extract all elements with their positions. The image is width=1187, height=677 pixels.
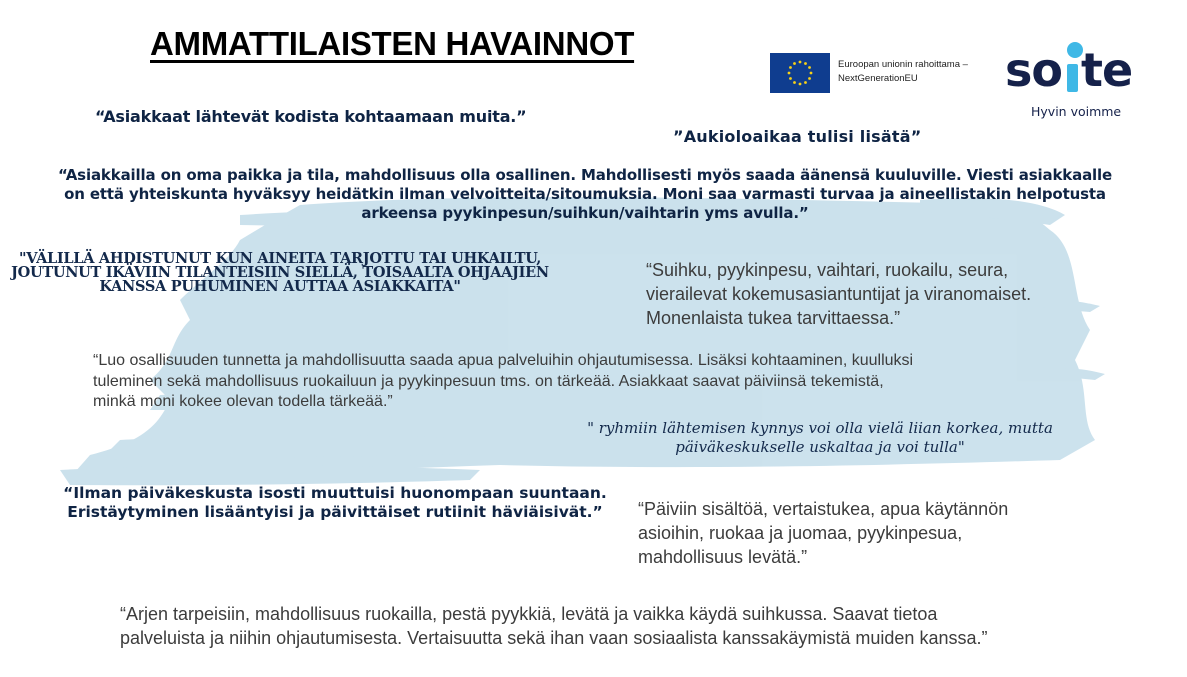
eu-funding-text [838, 58, 968, 86]
quote-line: Eristäytyminen lisääntyisi ja päivittäiset rutiinit häviäisivät.” [67, 503, 603, 521]
quote-clients-leave-home: “Asiakkaat lähtevät kodista kohtaamaan muita.” [95, 107, 527, 126]
eu-star [799, 61, 802, 64]
quote-own-place [40, 166, 1130, 223]
quote-line: mahdollisuus levätä.” [638, 547, 808, 567]
soite-wordmark-right: te [1081, 43, 1133, 97]
eu-flag-icon [770, 53, 830, 93]
quote-line: " ryhmiin lähtemisen kynnys voi olla vielä liian korkea, mutta [587, 419, 1053, 437]
eu-star [789, 66, 792, 69]
quote-line: “Päiviin sisältöä, vertaistukea, apua käytännön [638, 499, 1009, 519]
eu-star [788, 72, 791, 75]
quote-opening-hours: ”Aukioloaikaa tulisi lisätä” [673, 127, 922, 146]
eu-star [808, 77, 811, 80]
quote-line: “Suihku, pyykinpesu, vaihtari, ruokailu, seura, [646, 260, 1009, 280]
quote-group-threshold [540, 419, 1100, 457]
quote-line: JOUTUNUT IKÄVIIN TILANTEISIIN SIELLÄ, TOISAALTA OHJAAJIEN [11, 264, 549, 281]
eu-funding-line2: NextGenerationEU [838, 73, 918, 84]
soite-i-stem [1067, 64, 1078, 92]
quote-participation [93, 351, 1023, 413]
eu-star [799, 83, 802, 86]
soite-logo [1005, 40, 1155, 100]
slide-title: AMMATTILAISTEN HAVAINNOT [150, 25, 635, 62]
eu-star [793, 62, 796, 65]
quote-line: päiväkeskukselle uskaltaa ja voi tulla" [675, 438, 965, 456]
eu-star [804, 81, 807, 84]
quote-daily-content [638, 497, 1078, 569]
quote-line: arkeensa pyykinpesun/suihkun/vaihtarin yms avulla.” [361, 204, 809, 222]
eu-star [808, 66, 811, 69]
quote-line: asioihin, ruokaa ja juomaa, pyykinpesua, [638, 523, 963, 543]
quote-line: minkä moni kokee olevan todella tärkeää.” [93, 393, 393, 410]
quote-line: Monenlaista tukea tarvittaessa.” [646, 308, 901, 328]
eu-star [793, 81, 796, 84]
quote-line: “Arjen tarpeisiin, mahdollisuus ruokailla, pestä pyykkiä, levätä ja vaikka käydä suihkussa. Saavat tietoa [120, 604, 938, 624]
quote-everyday-needs [120, 602, 1110, 650]
soite-tagline: Hyvin voimme [1031, 104, 1122, 119]
quote-line: palveluista ja niihin ohjautumisesta. Vertaisuutta sekä ihan vaan sosiaalista kanssakäymistä muiden kanssa.” [120, 628, 988, 648]
quote-line: on että yhteiskunta hyväksyy heidätkin ilman velvoitteita/sitoumuksia. Moni saa varmasti turvaa ja aineellistakin helpotusta [64, 185, 1106, 203]
quote-line: tuleminen sekä mahdollisuus ruokailuun ja pyykinpesuun tms. on tärkeää. Asiakkaat saavat päiviinsä tekemistä, [93, 372, 884, 390]
quote-line: vierailevat kokemusasiantuntijat ja viranomaiset. [646, 284, 1032, 304]
quote-services-list [646, 258, 1106, 330]
eu-star [810, 72, 813, 75]
eu-star [804, 62, 807, 65]
eu-funding-line1: Euroopan unionin rahoittama – [838, 59, 968, 70]
quote-without-day-center [55, 484, 615, 522]
eu-star [789, 77, 792, 80]
quote-line: KANSSA PUHUMINEN AUTTAA ASIAKKAITA" [99, 278, 461, 295]
quote-line: “Asiakkailla on oma paikka ja tila, mahdollisuus olla osallinen. Mahdollisesti myös saada äänensä kuuluville. Viesti asiakkaalle [57, 166, 1113, 184]
quote-anxiety [0, 252, 560, 294]
quote-line: “Ilman päiväkeskusta isosti muuttuisi huonompaan suuntaan. [63, 484, 607, 502]
quote-line: “Luo osallisuuden tunnetta ja mahdollisuutta saada apua palveluihin ohjautumisessa. Lisäksi kohtaaminen, kuulluksi [93, 352, 914, 369]
quote-line: "VÄLILLÄ AHDISTUNUT KUN AINEITA TARJOTTU TAI UHKAILTU, [19, 250, 541, 267]
soite-wordmark-left: so [1005, 43, 1062, 97]
